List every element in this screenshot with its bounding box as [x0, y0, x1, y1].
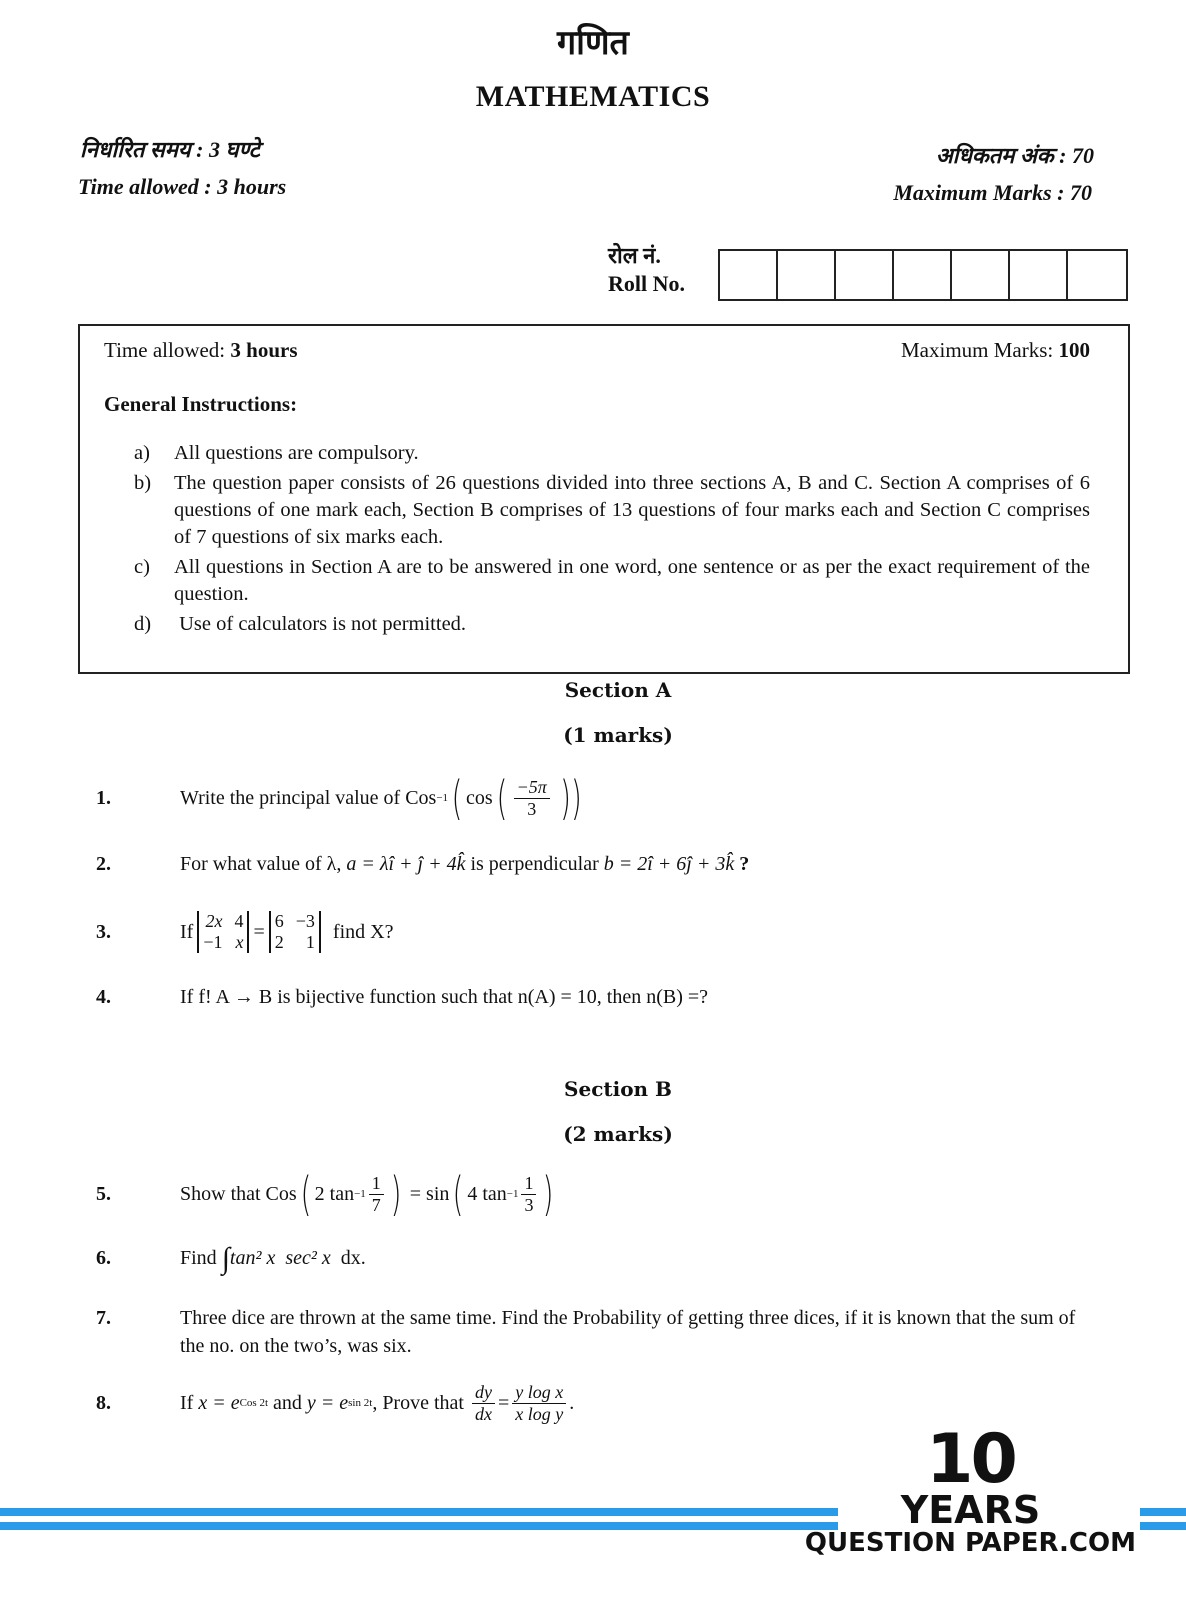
question-6: 6. Find ∫ tan² x sec² x dx. [96, 1241, 366, 1275]
hindi-title: गणित [557, 23, 629, 63]
list-item: d) Use of calculators is not permitted. [134, 613, 467, 635]
integral-sign: ∫ [221, 1241, 230, 1275]
fraction: $\frac{1}{3}$ [521, 1173, 536, 1216]
list-item: b) The question paper consists of 26 questions divided into three sections A, B and C. Section A comprises of 6 questions of one mark each, Section B comprises of 13 questions of four marks each and Section C comprises of 7 questions of six marks each. [134, 472, 1090, 548]
time-allowed-hindi: निर्धारित समय : 3 घण्टे [80, 137, 260, 162]
logo-number: 10 [926, 1420, 1015, 1499]
logo-years: YEARS [900, 1488, 1041, 1532]
logo-site: QUESTION PAPER.COM [804, 1528, 1136, 1558]
determinant: 2x 4 −1 x [197, 911, 249, 953]
footer-stripe [1140, 1508, 1186, 1516]
question-7: 7. Three dice are thrown at the same time. Find the Probability of getting three dices, if it is known that the sum of the no. on the two’s, was six. [96, 1307, 1076, 1357]
question-4: 4. If f! A → B is bijective function such that n(A) = 10, then n(B) =? [96, 986, 709, 1008]
section-a-title: Section A [564, 678, 672, 702]
list-item: a) All questions are compulsory. [134, 442, 419, 464]
left-paren: ( [496, 771, 508, 825]
fraction: $\frac{dy}{dx}$ [472, 1382, 495, 1425]
instr-time: Time allowed: 3 hours [104, 338, 298, 362]
question-5: 5. Show that Cos ( 2 tan −1 $\frac{1}{7}$ ) = sin ( 4 tan −1 $\frac{1}{3}$ ) [96, 1167, 554, 1221]
fraction: $\frac{-5\pi}{3}$ [514, 777, 550, 820]
question-3: 3. If 2x 4 −1 x = 6 −3 2 1 find X? [96, 911, 394, 952]
roll-digit-box[interactable] [836, 251, 894, 299]
section-a-marks: (1 marks) [563, 723, 673, 747]
time-allowed-english: Time allowed : 3 hours [78, 174, 287, 199]
fraction: $\frac{\text{y log x}}{\text{x log y}}$ [512, 1382, 566, 1425]
instructions-list [134, 440, 1090, 641]
footer-stripe [1140, 1522, 1186, 1530]
instr-marks: Maximum Marks: 100 [901, 338, 1090, 362]
fraction: $\frac{1}{7}$ [369, 1173, 384, 1216]
question-2: 2. For what value of λ, a = λî + ĵ + 4k̂ is perpendicular b = 2î + 6ĵ + 3k̂ ? [96, 853, 750, 875]
roll-digit-box[interactable] [720, 251, 778, 299]
question-8: 8. If x = e Cos 2t and y = e sin 2t , Prove that $\frac{dy}{dx}$ = $\frac{\text{y log x}}{\text{x log y}}$ . [96, 1381, 575, 1424]
determinant: 6 −3 2 1 [269, 911, 321, 953]
footer-stripe [0, 1522, 838, 1530]
left-paren: ( [451, 771, 463, 825]
roll-digit-box[interactable] [778, 251, 836, 299]
footer-stripe [0, 1508, 838, 1516]
roll-digit-box[interactable] [1068, 251, 1126, 299]
site-logo[interactable] [804, 1420, 1136, 1558]
roll-digit-box[interactable] [952, 251, 1010, 299]
roll-number-boxes[interactable] [718, 249, 1128, 301]
max-marks-english: Maximum Marks : 70 [893, 180, 1092, 205]
page-title: MATHEMATICS [475, 80, 711, 113]
instructions-box [78, 324, 1130, 674]
roll-digit-box[interactable] [1010, 251, 1068, 299]
roll-digit-box[interactable] [894, 251, 952, 299]
section-b-marks: (2 marks) [563, 1122, 673, 1146]
max-marks-hindi: अधिकतम अंक : 70 [935, 143, 1094, 168]
list-item: c) All questions in Section A are to be answered in one word, one sentence or as per the exact requirement of the question. [134, 556, 1090, 605]
roll-label-hindi: रोल नं. [608, 243, 661, 268]
roll-label-english: Roll No. [608, 271, 685, 296]
general-instructions-heading: General Instructions: [104, 392, 298, 416]
question-1: 1. Write the principal value of Cos −1 ( cos ( $\frac{-5\pi}{3}$ )) [96, 771, 582, 825]
right-paren: )) [559, 771, 582, 825]
section-b-title: Section B [564, 1077, 672, 1101]
